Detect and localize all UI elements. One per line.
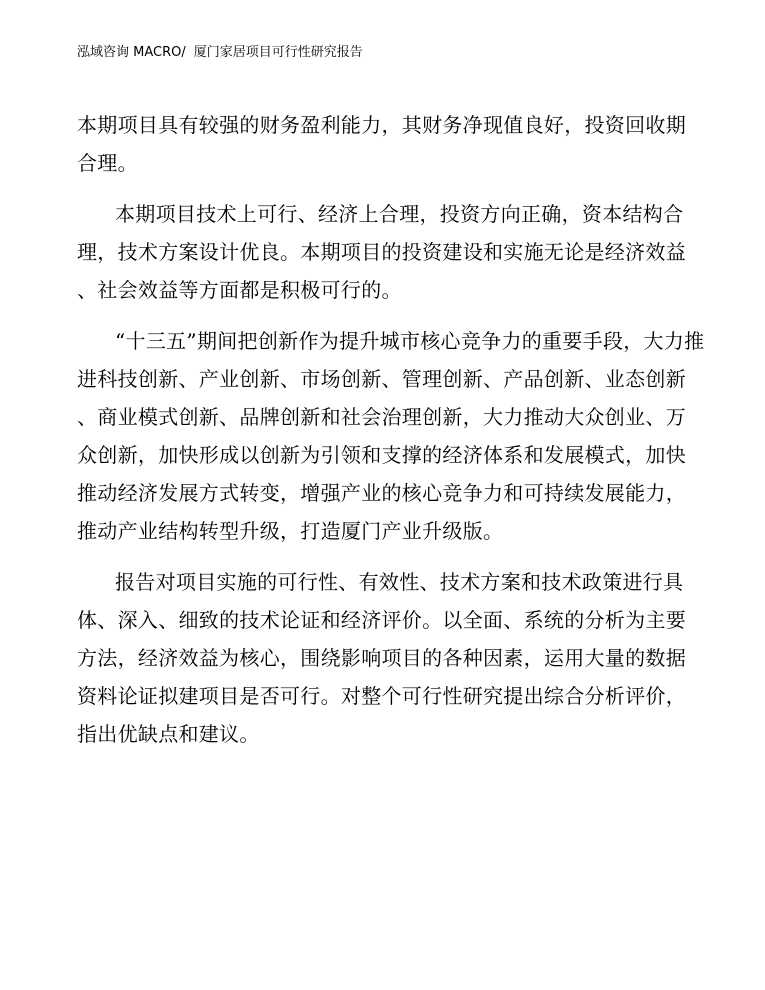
paragraph-financial bbox=[77, 106, 689, 182]
paragraph-innovation bbox=[77, 322, 705, 550]
paragraph-line: 进科技创新、产业创新、市场创新、管理创新、产品创新、业态创新 bbox=[77, 367, 686, 391]
paragraph-line: 理，技术方案设计优良。本期项目的投资建设和实施无论是经济效益 bbox=[77, 240, 686, 264]
header-title: 厦门家居项目可行性研究报告 bbox=[193, 45, 363, 60]
paragraph-line: 方法，经济效益为核心，围绕影响项目的各种因素，运用大量的数据 bbox=[77, 646, 686, 670]
paragraph-line: 本期项目具有较强的财务盈利能力，其财务净现值良好，投资回收期 bbox=[77, 113, 686, 137]
paragraph-line: 报告对项目实施的可行性、有效性、技术方案和技术政策进行具 bbox=[115, 570, 684, 594]
paragraph-line: “十三五”期间把创新作为提升城市核心竞争力的重要手段，大力推 bbox=[115, 329, 705, 353]
paragraph-line: 合理。 bbox=[77, 151, 138, 175]
paragraph-line: 推动经济发展方式转变，增强产业的核心竞争力和可持续发展能力， bbox=[77, 481, 686, 505]
paragraph-feasibility bbox=[77, 195, 689, 309]
paragraph-line: 资料论证拟建项目是否可行。对整个可行性研究提出综合分析评价， bbox=[77, 684, 686, 708]
paragraph-line: 众创新，加快形成以创新为引领和支撑的经济体系和发展模式，加快 bbox=[77, 443, 686, 467]
paragraph-line: 、商业模式创新、品牌创新和社会治理创新，大力推动大众创业、万 bbox=[77, 405, 686, 429]
paragraph-line: 体、深入、细致的技术论证和经济评价。以全面、系统的分析为主要 bbox=[77, 608, 686, 632]
paragraph-line: 指出优缺点和建议。 bbox=[77, 722, 260, 746]
header-company: 泓域咨询 MACRO/ bbox=[77, 45, 186, 60]
document-body bbox=[77, 106, 705, 753]
paragraph-line: 推动产业结构转型升级，打造厦门产业升级版。 bbox=[77, 519, 504, 543]
paragraph-line: 本期项目技术上可行、经济上合理，投资方向正确，资本结构合 bbox=[115, 202, 684, 226]
page-header bbox=[77, 44, 363, 62]
paragraph-evaluation bbox=[77, 563, 689, 753]
paragraph-line: 、社会效益等方面都是积极可行的。 bbox=[77, 278, 402, 302]
